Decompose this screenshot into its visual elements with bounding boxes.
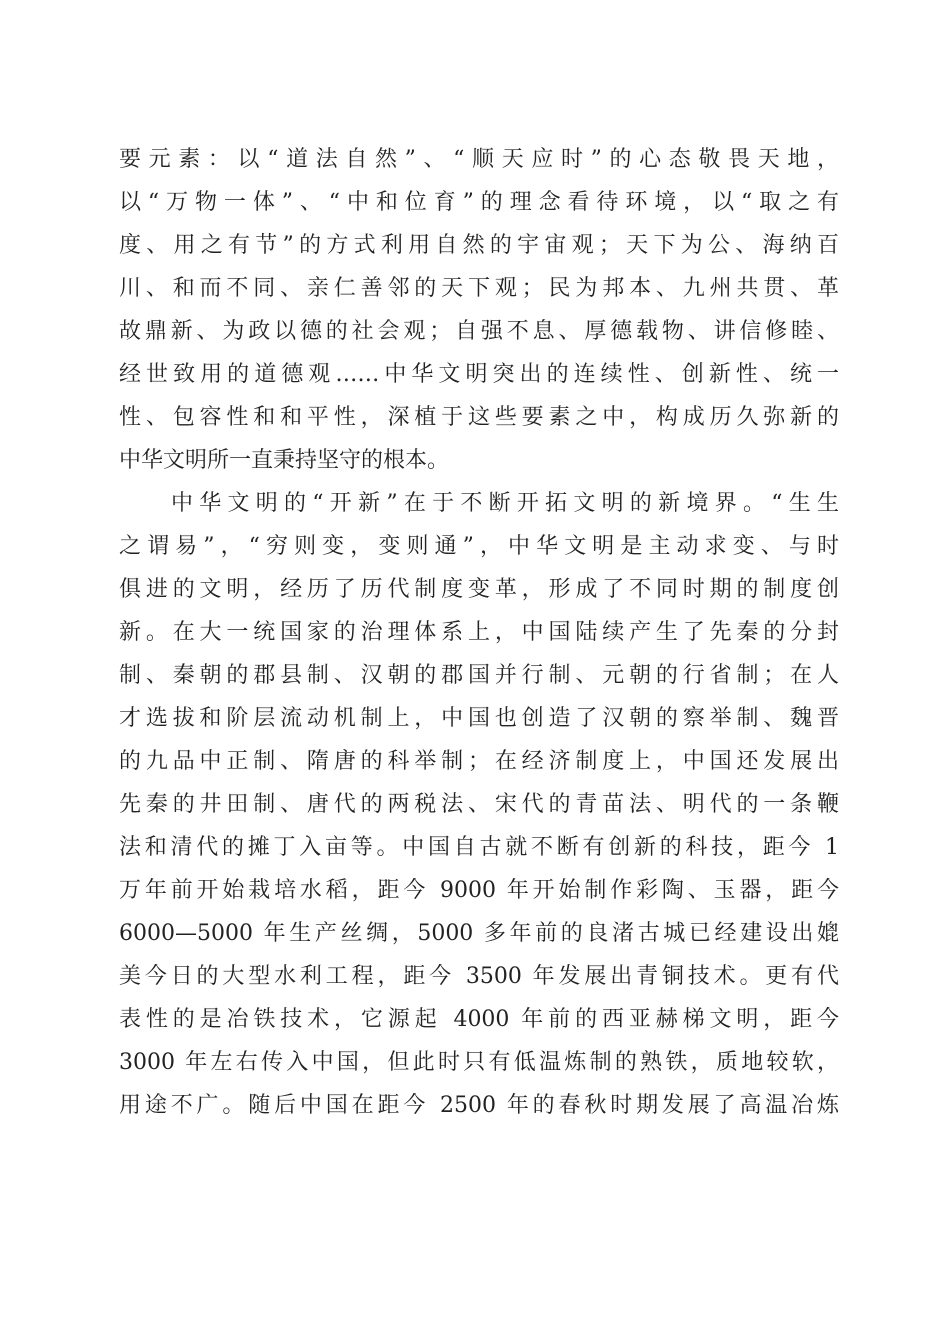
body-text: [119, 138, 839, 1127]
text-line: 要元素：以“道法自然”、“顺天应时”的心态敬畏天地，: [119, 147, 839, 172]
text-line: 俱进的文明，经历了历代制度变革，形成了不同时期的制度创: [119, 577, 839, 602]
text-line: 美今日的大型水利工程，距今 3500 年发展出青铜技术。更有代: [119, 964, 839, 989]
text-line: 表性的是冶铁技术，它源起 4000 年前的西亚赫梯文明，距今: [119, 1007, 839, 1032]
text-line: 才选拔和阶层流动机制上，中国也创造了汉朝的察举制、魏晋: [119, 706, 839, 731]
text-line: 的九品中正制、隋唐的科举制；在经济制度上，中国还发展出: [119, 749, 839, 774]
text-line: 之谓易”，“穷则变，变则通”，中华文明是主动求变、与时: [119, 534, 839, 559]
text-line: 法和清代的摊丁入亩等。中国自古就不断有创新的科技，距今 1: [119, 835, 839, 860]
text-line: 先秦的井田制、唐代的两税法、宋代的青苗法、明代的一条鞭: [119, 792, 839, 817]
paragraph-2: [119, 482, 839, 1127]
text-line: 中华文明的“开新”在于不断开拓文明的新境界。“生生: [171, 491, 839, 516]
text-line: 用途不广。随后中国在距今 2500 年的春秋时期发展了高温冶炼: [119, 1093, 839, 1118]
text-line: 度、用之有节”的方式利用自然的宇宙观；天下为公、海纳百: [119, 233, 839, 258]
text-line: 性、包容性和和平性，深植于这些要素之中，构成历久弥新的: [119, 405, 839, 430]
text-line: 制、秦朝的郡县制、汉朝的郡国并行制、元朝的行省制；在人: [119, 663, 839, 688]
text-line: 中华文明所一直秉持坚守的根本。: [119, 448, 450, 473]
text-line: 以“万物一体”、“中和位育”的理念看待环境，以“取之有: [119, 190, 839, 215]
text-line: 6000—5000 年生产丝绸，5000 多年前的良渚古城已经建设出媲: [119, 921, 839, 946]
text-line: 故鼎新、为政以德的社会观；自强不息、厚德载物、讲信修睦、: [119, 319, 839, 344]
paragraph-1: [119, 138, 839, 482]
text-line: 新。在大一统国家的治理体系上，中国陆续产生了先秦的分封: [119, 620, 839, 645]
text-line: 万年前开始栽培水稻，距今 9000 年开始制作彩陶、玉器，距今: [119, 878, 839, 903]
text-line: 经世致用的道德观……中华文明突出的连续性、创新性、统一: [119, 362, 839, 387]
text-line: 3000 年左右传入中国，但此时只有低温炼制的熟铁，质地较软，: [119, 1050, 839, 1075]
text-line: 川、和而不同、亲仁善邻的天下观；民为邦本、九州共贯、革: [119, 276, 839, 301]
